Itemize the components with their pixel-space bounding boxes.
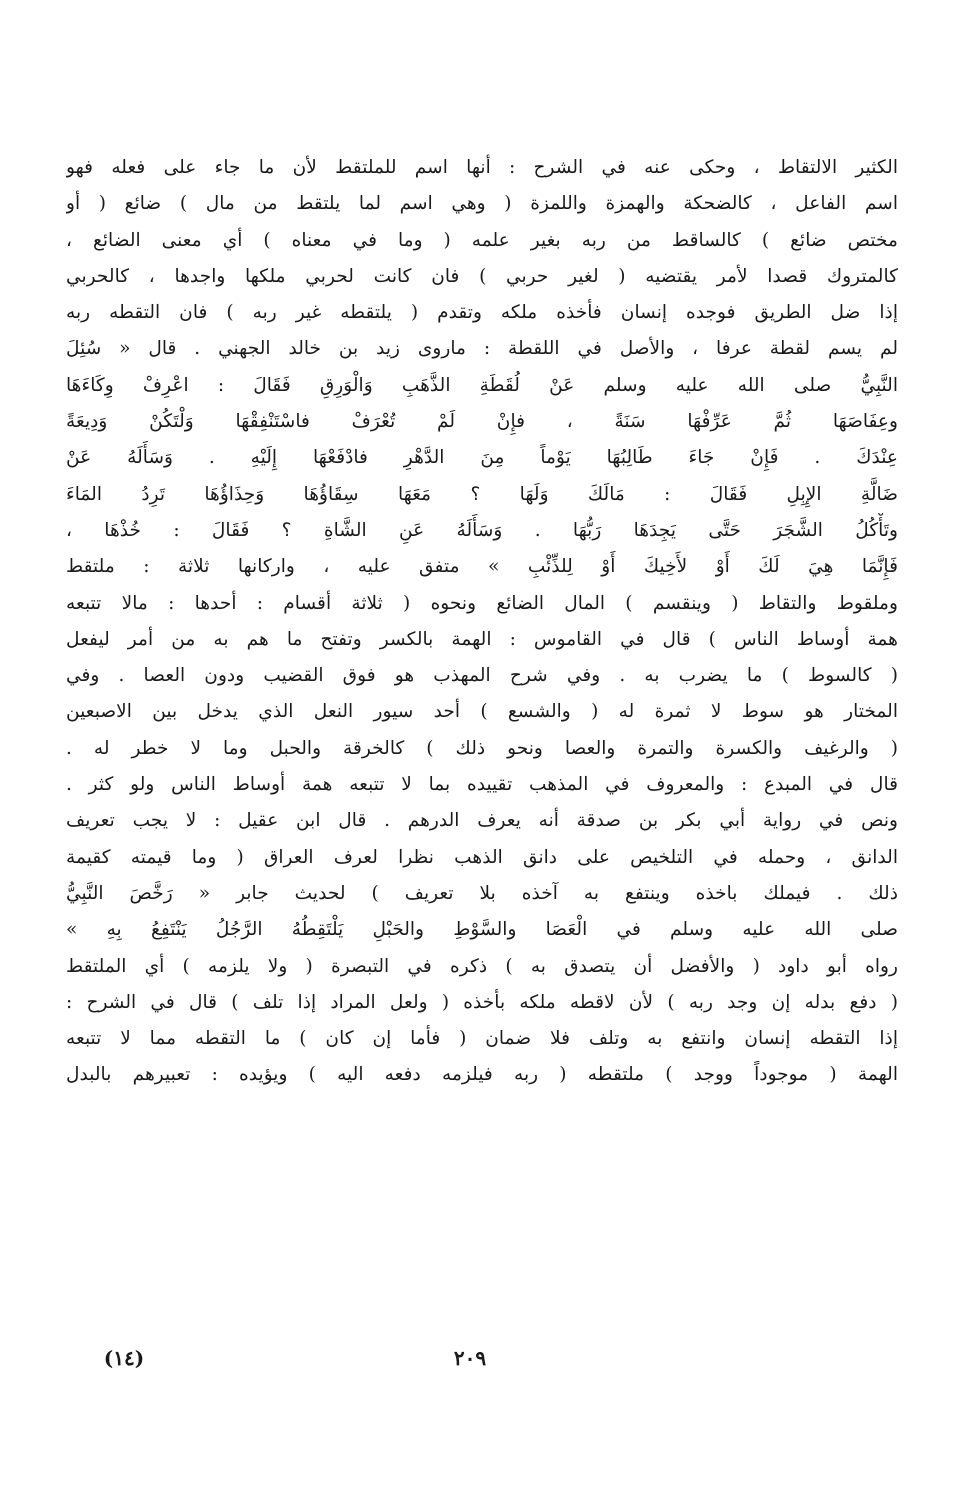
text-line: الدانق ، وحمله في التلخيص على دانق الذهب نظرا لعرف العراق ( وما قيمته كقيمة — [66, 846, 898, 868]
text-line: قال في المبدع : والمعروف في المذهب تقييده بما لا تتبعه همة أوساط الناس ولو كثر . — [66, 774, 898, 796]
body-text — [66, 150, 898, 1094]
text-line: ( والرغيف والكسرة والتمرة والعصا ونحو ذلك ) كالخرقة والحبل وما لا خطر له . — [66, 737, 898, 759]
signature-number: (١٤) — [103, 1346, 145, 1370]
text-line: صلى الله عليه وسلم في الْعَصَا والسَّوْطِ والحَبْلِ يَلْتَقِطُهُ الرَّجُلُ يَنْتَفِعُ بِهِ » — [66, 919, 898, 941]
text-line: اسم الفاعل ، كالضحكة والهمزة واللمزة ( وهي اسم لما يلتقط من مال ) ضائع ( أو — [66, 193, 898, 215]
text-line: ذلك . فيملك باخذه وينتفع به آخذه بلا تعريف ) لحديث جابر « رَخَّصَ النَّبِيُّ — [66, 882, 898, 904]
text-line: وعِفَاصَهَا ثُمَّ عَرِّفْهَا سَنَةً ، فإِنْ لَمْ تُعْرَفْ فاسْتَنْفِقْهَا وَلْتَكُنْ وَدِيعَةً — [66, 411, 898, 433]
page-footer — [0, 1343, 967, 1373]
text-line: ( كالسوط ) ما يضرب به . وفي شرح المهذب هو فوق القضيب ودون العصا . وفي — [66, 665, 898, 687]
text-line: فَإِنَّمَا هِيَ لَكَ أَوْ لأَخِيكَ أَوْ لِلذِّئْبِ » متفق عليه ، واركانها ثلاثة : ملتقط — [66, 556, 898, 578]
text-line: لم يسم لقطة عرفا ، والأصل في اللقطة : ماروى زيد بن خالد الجهني . قال « سُئِلَ — [66, 338, 898, 360]
text-line: إذا التقطه إنسان وانتفع به وتلف فلا ضمان ( فأما إن كان ) ما التقطه مما لا تتبعه — [66, 1028, 898, 1050]
text-line: كالمتروك قصدا لأمر يقتضيه ( لغير حربي ) فان كانت لحربي ملكها واجدها ، كالحربي — [66, 265, 898, 287]
text-line: مختص ضائع ) كالساقط من ربه بغير علمه ( وما في معناه ) أي معنى الضائع ، — [66, 229, 898, 251]
text-line: النَّبِيُّ صلى الله عليه وسلم عَنْ لُقَطَةِ الذَّهَبِ وَالْوَرِقِ فَقَالَ : اعْرِفْ وِكَاءَهَا — [66, 374, 898, 396]
text-line: ضَالَّةِ الإِبِلِ فَقَالَ : مَالَكَ وَلَهَا ؟ مَعَهَا سِقَاؤُهَا وَحِذَاؤُهَا تَرِدُ المَاءَ — [66, 483, 898, 505]
text-line: الكثير الالتقاط ، وحكى عنه في الشرح : أنها اسم للملتقط لأن ما جاء على فعله فهو — [66, 157, 898, 178]
text-line: وملقوط والتقاط ( وينقسم ) المال الضائع ونحوه ( ثلاثة أقسام : أحدها : مالا تتبعه — [66, 592, 898, 614]
text-line: عِنْدَكَ . فَإِنْ جَاءَ طَالِبُهَا يَوْماً مِنَ الدَّهْرِ فادْفَعْهَا إِلَيْهِ . وَسَأَلَهُ عَنْ — [66, 447, 898, 469]
page-number: ٢٠٩ — [453, 1346, 487, 1370]
text-line: وتَأْكُلُ الشَّجَرَ حَتَّى يَجِدَهَا رَبُّهَا . وَسَأَلَهُ عَنِ الشَّاةِ ؟ فَقَالَ : خُذْهَا ، — [66, 519, 898, 541]
text-line: همة أوساط الناس ) قال في القاموس : الهمة بالكسر وتفتح ما هم به من أمر ليفعل — [66, 628, 898, 650]
text-line: المختار هو سوط لا ثمرة له ( والشسع ) أحد سيور النعل الذي يدخل بين الاصبعين — [66, 701, 898, 723]
text-line: ( دفع بدله إن وجد ربه ) لأن لاقطه ملكه بأخذه ( ولعل المراد إذا تلف ) قال في الشرح : — [66, 991, 898, 1013]
text-line: إذا ضل الطريق فوجده إنسان فأخذه ملكه وتقدم ( يلتقطه غير ربه ) فان التقطه ربه — [66, 302, 898, 324]
text-line: الهمة ( موجوداً ووجد ) ملتقطه ( ربه فيلزمه دفعه اليه ) ويؤيده : تعبيرهم بالبدل — [66, 1064, 898, 1086]
text-line: ونص في رواية أبي بكر بن صدقة أنه يعرف الدرهم . قال ابن عقيل : لا يجب تعريف — [66, 810, 898, 832]
text-line: رواه أبو داود ( والأفضل أن يتصدق به ) ذكره في التبصرة ( ولا يلزمه ) أي الملتقط — [66, 955, 898, 977]
